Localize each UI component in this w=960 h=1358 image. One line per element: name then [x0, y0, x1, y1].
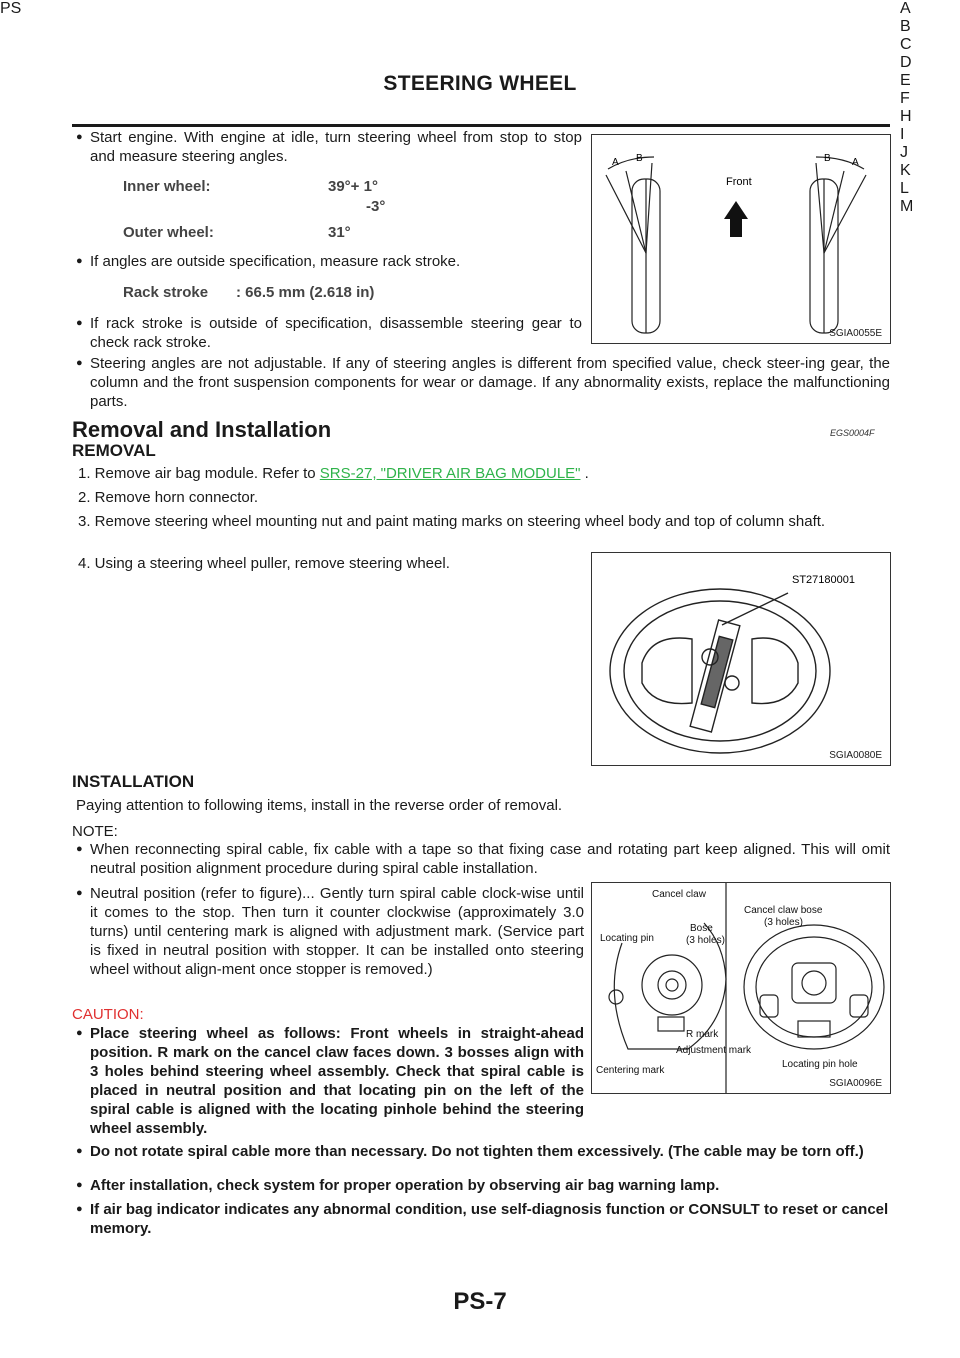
- fig3-cancel-claw: Cancel claw: [652, 889, 706, 900]
- figure-caption: SGIA0055E: [829, 328, 882, 339]
- bullet-icon: ●: [76, 1145, 83, 1157]
- bullet-icon: ●: [76, 255, 83, 267]
- inner-wheel-label: Inner wheel:: [123, 178, 211, 195]
- caution-bullet-4: If air bag indicator indicates any abnormal condition, use self-diagnosis function or CONSULT to reset or cancel memory.: [90, 1201, 889, 1237]
- caution-bullet-3: After installation, check system for proper operation by observing air bag warning lamp.: [90, 1177, 720, 1194]
- bullet-icon: ●: [76, 1027, 83, 1039]
- figure-caption: SGIA0096E: [829, 1078, 882, 1089]
- fig3-adjustment-mark: Adjustment mark: [676, 1045, 752, 1056]
- caution-bullet-2: Do not rotate spiral cable more than necessary. Do not tighten them excessively. (The cable may be torn off.): [90, 1143, 864, 1160]
- side-index-a[interactable]: A: [900, 0, 911, 17]
- side-index-f[interactable]: F: [900, 90, 910, 107]
- fig3-cancel-claw-bose: Cancel claw bose: [744, 905, 823, 916]
- caution-bullet-1: Place steering wheel as follows: Front wheels in straight-ahead position. R mark on the cancel claw faces down. 3 bosses align with 3 holes behind steering wheel assembly. Check that spiral cable is placed in neutral position and that locating pin on the left of the spiral cable is aligned with the locating pinhole behind the steering wheel assembly.: [90, 1025, 584, 1137]
- fig1-label-a-left: A: [612, 157, 619, 168]
- steering-puller-diagram: [592, 553, 890, 765]
- intro-bullet-3: If rack stroke is outside of specification, disassemble steering gear to check rack stroke.: [90, 315, 582, 351]
- side-index-k[interactable]: K: [900, 162, 911, 179]
- removal-step-1: [78, 464, 589, 483]
- section-code: EGS0004F: [830, 428, 875, 438]
- bullet-icon: ●: [76, 1203, 83, 1215]
- removal-step-3: [78, 512, 890, 531]
- installation-intro: Paying attention to following items, install in the reverse order of removal.: [76, 797, 563, 814]
- fig3-locating-pin: Locating pin: [600, 933, 654, 944]
- side-index-d[interactable]: D: [900, 54, 912, 71]
- side-index-j[interactable]: J: [900, 144, 908, 161]
- removal-step-3-text: 3. Remove steering wheel mounting nut and paint mating marks on steering wheel body and top of column shaft.: [78, 513, 826, 530]
- fig3-bose: Bose: [690, 923, 713, 934]
- fig1-label-a-right: A: [852, 157, 859, 168]
- removal-step-1-end: .: [580, 465, 589, 482]
- removal-heading: REMOVAL: [72, 441, 156, 460]
- side-index-e[interactable]: E: [900, 72, 911, 89]
- installation-heading: INSTALLATION: [72, 772, 195, 791]
- figure-steering-puller: [591, 552, 891, 766]
- bullet-icon: ●: [76, 887, 83, 899]
- outer-wheel-label: Outer wheel:: [123, 224, 214, 241]
- bullet-icon: ●: [76, 1179, 83, 1191]
- fig3-r-mark: R mark: [686, 1029, 719, 1040]
- intro-bullet-1: Start engine. With engine at idle, turn steering wheel from stop to stop and measure steering angles.: [90, 129, 582, 165]
- figure-spiral-cable: [591, 882, 891, 1094]
- page-title: STEERING WHEEL: [383, 72, 577, 95]
- rack-stroke-label: Rack stroke: [123, 284, 209, 301]
- page-number: PS-7: [453, 1288, 507, 1315]
- bullet-icon: ●: [76, 317, 83, 329]
- bullet-icon: ●: [76, 131, 83, 143]
- inner-wheel-value: 39°+ 1°: [328, 178, 378, 195]
- figure-caption: SGIA0080E: [829, 750, 882, 761]
- section-title: Removal and Installation: [72, 417, 332, 442]
- caution-label: CAUTION:: [72, 1006, 144, 1023]
- removal-step-4: 4. Using a steering wheel puller, remove steering wheel.: [78, 555, 450, 572]
- note-label: NOTE:: [72, 823, 118, 840]
- fig1-label-b-right: B: [824, 153, 831, 164]
- inner-wheel-tolerance: -3°: [366, 198, 386, 215]
- side-index-c[interactable]: C: [900, 36, 912, 53]
- side-index-m[interactable]: M: [900, 198, 914, 215]
- outer-wheel-value: 31°: [328, 224, 351, 241]
- fig3-locating-pin-hole: Locating pin hole: [782, 1059, 858, 1070]
- intro-bullet-4: Steering angles are not adjustable. If any of steering angles is different from specified value, check steer-ing gear, the column and the front suspension components for wear or damage. If any abnormality exists, replace the malfunctioning parts.: [90, 355, 890, 410]
- fig3-three-holes: (3 holes): [686, 935, 725, 946]
- bullet-icon: ●: [76, 357, 83, 369]
- side-index-l[interactable]: L: [900, 180, 909, 197]
- bullet-icon: ●: [76, 843, 83, 855]
- removal-step-2: 2. Remove horn connector.: [78, 489, 259, 506]
- figure-wheel-angles: [591, 134, 891, 344]
- fig1-front-label: Front: [726, 176, 752, 188]
- fig3-centering-mark: Centering mark: [596, 1065, 665, 1076]
- srs-27-link[interactable]: SRS-27, "DRIVER AIR BAG MODULE": [319, 465, 581, 482]
- header-rule: [72, 124, 890, 127]
- fig3-three-holes-b: (3 holes): [764, 917, 803, 928]
- tool-number: ST27180001: [792, 574, 855, 586]
- note-bullet: When reconnecting spiral cable, fix cable with a tape so that fixing case and rotating part keep aligned. This will omit neutral position alignment procedure during spiral cable installation.: [90, 841, 890, 877]
- intro-bullet-2: If angles are outside specification, measure rack stroke.: [90, 253, 461, 270]
- fig1-label-b-left: B: [636, 153, 643, 164]
- side-index-ps-active[interactable]: PS: [0, 0, 22, 17]
- rack-stroke-value: : 66.5 mm (2.618 in): [236, 284, 375, 301]
- spiral-cable-diagram: [592, 883, 890, 1093]
- neutral-bullet: Neutral position (refer to figure)... Gently turn spiral cable clock-wise until it comes to the stop. Then turn it counter clockwise (approximately 3.0 turns) until centering mark is aligned with adjustment mark. (Service part is fixed in neutral position with stopper. It can be installed onto steering wheel without align-ment once stopper is removed.): [90, 885, 584, 978]
- side-index-i[interactable]: I: [900, 126, 905, 143]
- side-index-h[interactable]: H: [900, 108, 912, 125]
- wheel-angle-diagram: [592, 135, 890, 343]
- side-index-b[interactable]: B: [900, 18, 911, 35]
- removal-step-1-text: 1. Remove air bag module. Refer to: [78, 465, 320, 482]
